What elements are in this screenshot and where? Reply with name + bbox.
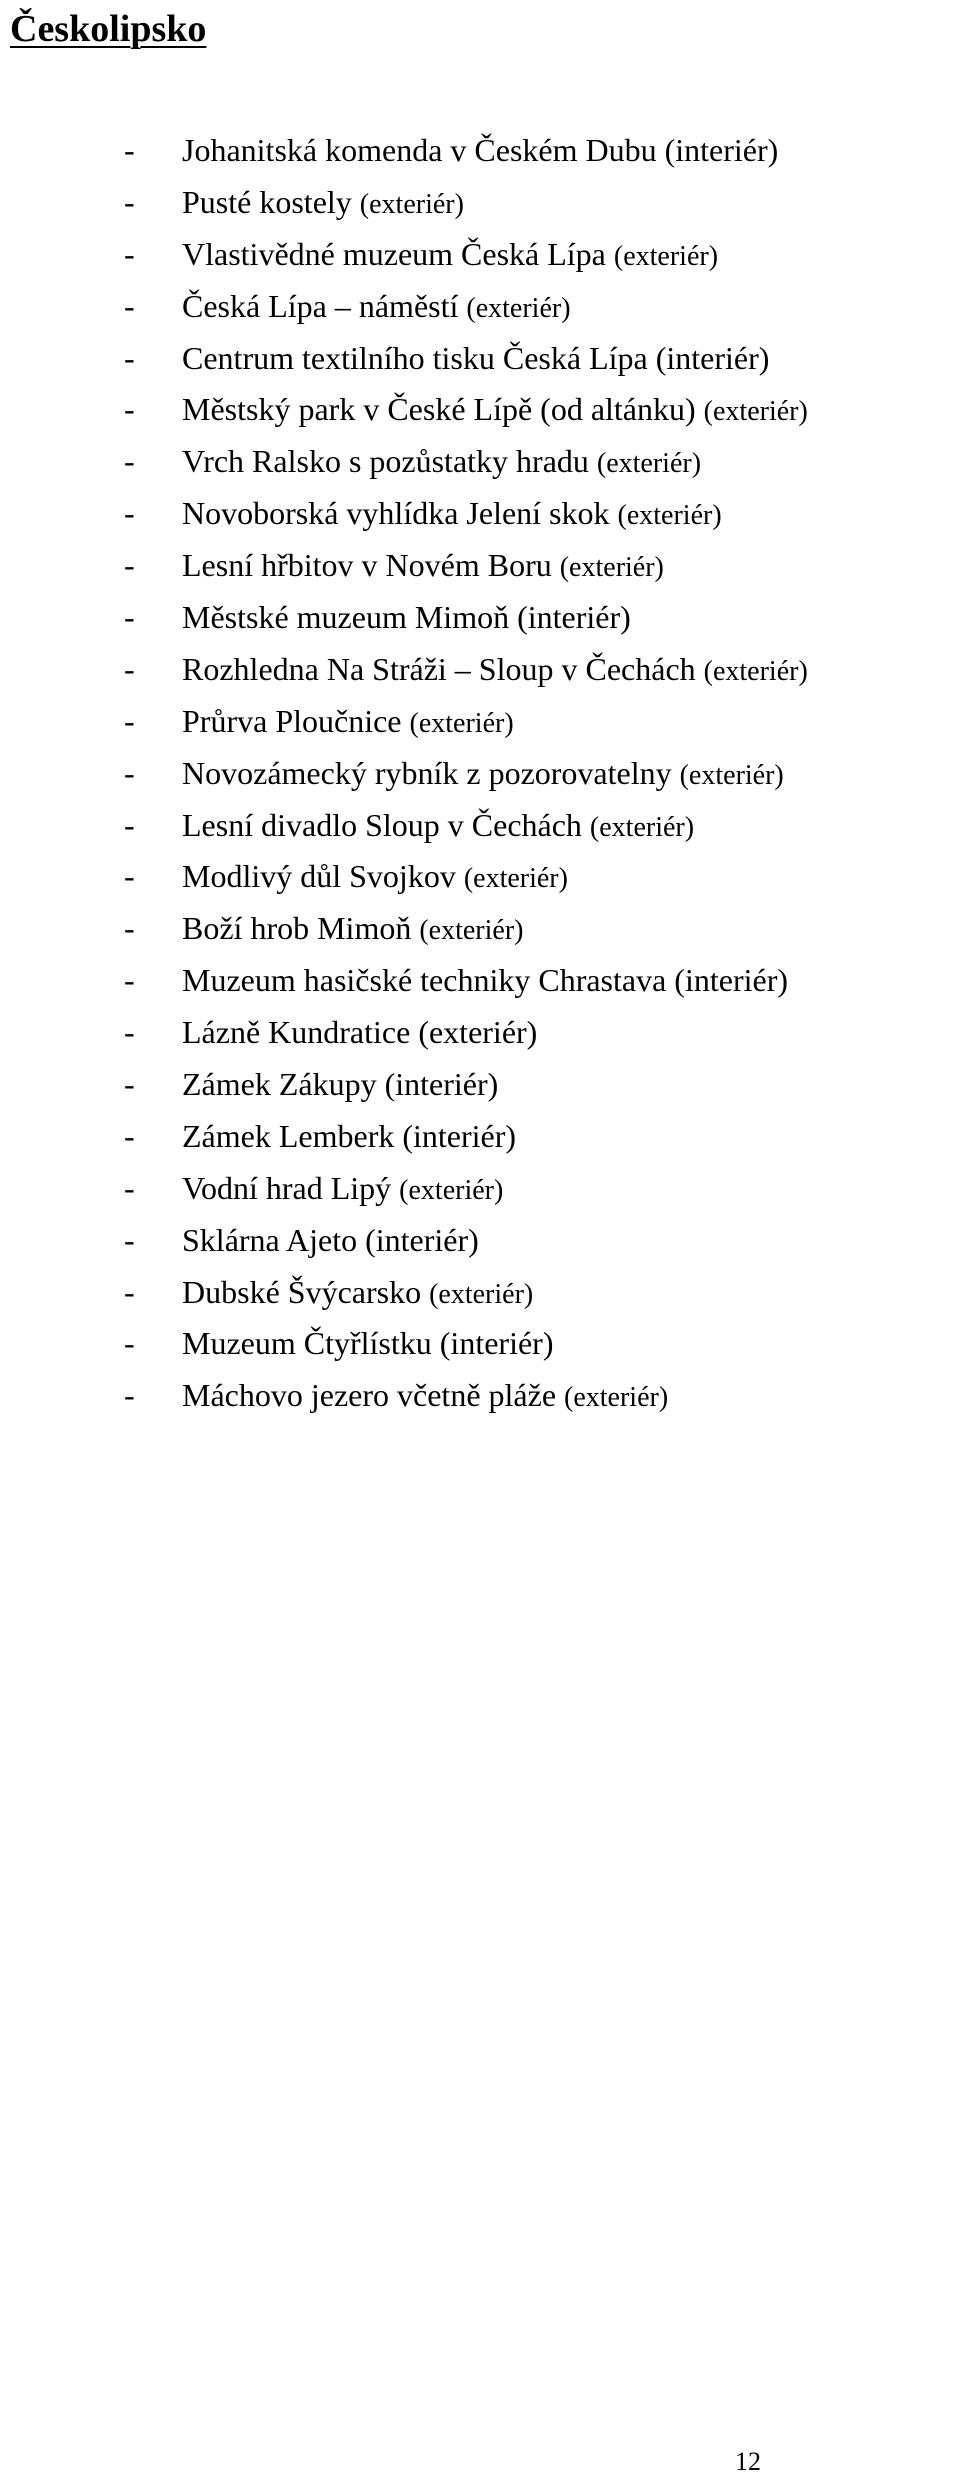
location-name: Modlivý důl Svojkov: [182, 858, 456, 895]
list-bullet: -: [124, 547, 135, 584]
list-bullet: -: [124, 443, 135, 480]
location-name: Lesní hřbitov v Novém Boru: [182, 547, 552, 584]
location-type-note: (exteriér): [463, 863, 568, 895]
list-bullet: -: [124, 1377, 135, 1414]
list-bullet: -: [124, 339, 135, 376]
location-name: Centrum textilního tisku Česká Lípa: [182, 339, 648, 376]
list-item-text: [182, 1006, 537, 1058]
location-name: Sklárna Ajeto: [182, 1221, 358, 1258]
list-item-text: [182, 280, 571, 335]
location-type-note: (interiér): [365, 1221, 479, 1258]
list-item-text: [182, 332, 769, 384]
location-name: Muzeum Čtyřlístku: [182, 1325, 432, 1362]
list-item-text: [182, 228, 718, 283]
location-type-note: (exteriér): [466, 292, 571, 324]
list-bullet: -: [124, 235, 135, 272]
list-bullet: -: [124, 599, 135, 636]
location-name: Vrch Ralsko s pozůstatky hradu: [182, 443, 597, 480]
list-bullet: -: [124, 1325, 135, 1362]
list-item-text: [182, 124, 778, 176]
location-type-note: (interiér): [517, 599, 631, 636]
location-type-note: (interiér): [655, 339, 770, 376]
list-bullet: -: [124, 1169, 135, 1206]
list-item-text: [182, 591, 631, 643]
list-bullet: -: [124, 183, 135, 220]
list-item-text: [182, 1214, 479, 1266]
location-name: Muzeum hasičské techniky Chrastava: [182, 962, 667, 999]
location-type-note: (exteriér): [596, 448, 702, 480]
page-title: Českolipsko: [10, 8, 207, 50]
list-item-text: [182, 1110, 516, 1162]
list-bullet: -: [124, 650, 135, 687]
location-type-note: (interiér): [664, 132, 779, 168]
location-type-note: (exteriér): [418, 1014, 538, 1051]
location-type-note: (exteriér): [559, 552, 664, 584]
location-name: Dubské Švýcarsko: [182, 1273, 422, 1310]
list-item-text: [182, 383, 808, 438]
list-bullet: -: [124, 1117, 135, 1154]
location-type-note: (interiér): [674, 962, 788, 999]
list-bullet: -: [124, 495, 135, 532]
location-name: Pusté kostely: [182, 183, 352, 220]
location-name: Lázně Kundratice: [182, 1014, 411, 1051]
list-bullet: -: [124, 1066, 135, 1103]
list-item-text: [182, 850, 568, 905]
list-bullet: -: [124, 1273, 135, 1310]
location-type-note: (interiér): [439, 1325, 554, 1362]
list-item-text: [182, 954, 788, 1006]
location-type-note: (exteriér): [703, 655, 808, 687]
location-name: Česká Lípa – náměstí: [182, 287, 459, 324]
location-type-note: (interiér): [384, 1066, 499, 1103]
list-bullet: -: [124, 754, 135, 791]
location-type-note: (exteriér): [679, 759, 784, 791]
location-type-note: (exteriér): [399, 1174, 504, 1206]
list-item-text: [182, 1317, 553, 1369]
location-name: Rozhledna Na Stráži – Sloup v Čechách: [182, 650, 696, 687]
list-item-text: [182, 539, 664, 594]
list-bullet: -: [124, 1221, 135, 1258]
list-item-text: [182, 1266, 533, 1321]
list-bullet: -: [124, 1014, 135, 1051]
location-name: Vodní hrad Lipý: [182, 1169, 392, 1206]
location-type-note: (exteriér): [564, 1382, 669, 1414]
list-item-text: [182, 1058, 498, 1110]
list-item-text: [182, 1162, 503, 1217]
list-bullet: -: [124, 910, 135, 947]
list-bullet: -: [124, 391, 135, 428]
location-type-note: (interiér): [402, 1117, 517, 1154]
location-name: Městský park v České Lípě (od altánku): [182, 391, 696, 428]
location-name: Novozámecký rybník z pozorovatelny: [182, 754, 672, 791]
location-name: Zámek Zákupy: [182, 1066, 377, 1103]
list-item-text: [182, 487, 722, 542]
location-type-note: (exteriér): [359, 188, 464, 220]
list-item-text: [182, 695, 514, 750]
location-type-note: (exteriér): [589, 811, 695, 843]
location-type-note: (exteriér): [617, 500, 722, 532]
location-type-note: (exteriér): [419, 915, 524, 947]
location-type-note: (exteriér): [429, 1278, 534, 1310]
list-bullet: -: [124, 132, 135, 168]
location-name: Johanitská komenda v Českém Dubu: [182, 132, 657, 168]
list-bullet: -: [124, 806, 135, 843]
location-name: Lesní divadlo Sloup v Čechách: [182, 806, 582, 843]
list-item-text: [182, 643, 808, 698]
list-item-text: [182, 747, 784, 802]
location-name: Vlastivědné muzeum Česká Lípa: [182, 235, 606, 272]
location-name: Městské muzeum Mimoň: [182, 599, 510, 636]
list-bullet: -: [124, 962, 135, 999]
list-item-text: [182, 902, 523, 957]
location-type-note: (exteriér): [409, 707, 514, 739]
location-name: Zámek Lemberk: [182, 1117, 395, 1154]
page-number: 12: [735, 2447, 761, 2476]
list-item-text: [182, 176, 464, 231]
location-name: Průrva Ploučnice: [182, 702, 402, 739]
location-name: Novoborská vyhlídka Jelení skok: [182, 495, 610, 532]
location-name: Máchovo jezero včetně pláže: [182, 1377, 557, 1414]
location-name: Boží hrob Mimoň: [182, 910, 412, 947]
list-bullet: -: [124, 702, 135, 739]
list-item-text: [182, 435, 701, 490]
location-type-note: (exteriér): [703, 396, 808, 428]
list-item-text: [182, 1369, 668, 1424]
list-bullet: -: [124, 858, 135, 895]
list-item-text: [182, 799, 694, 854]
list-bullet: -: [124, 287, 135, 324]
location-type-note: (exteriér): [613, 240, 719, 272]
